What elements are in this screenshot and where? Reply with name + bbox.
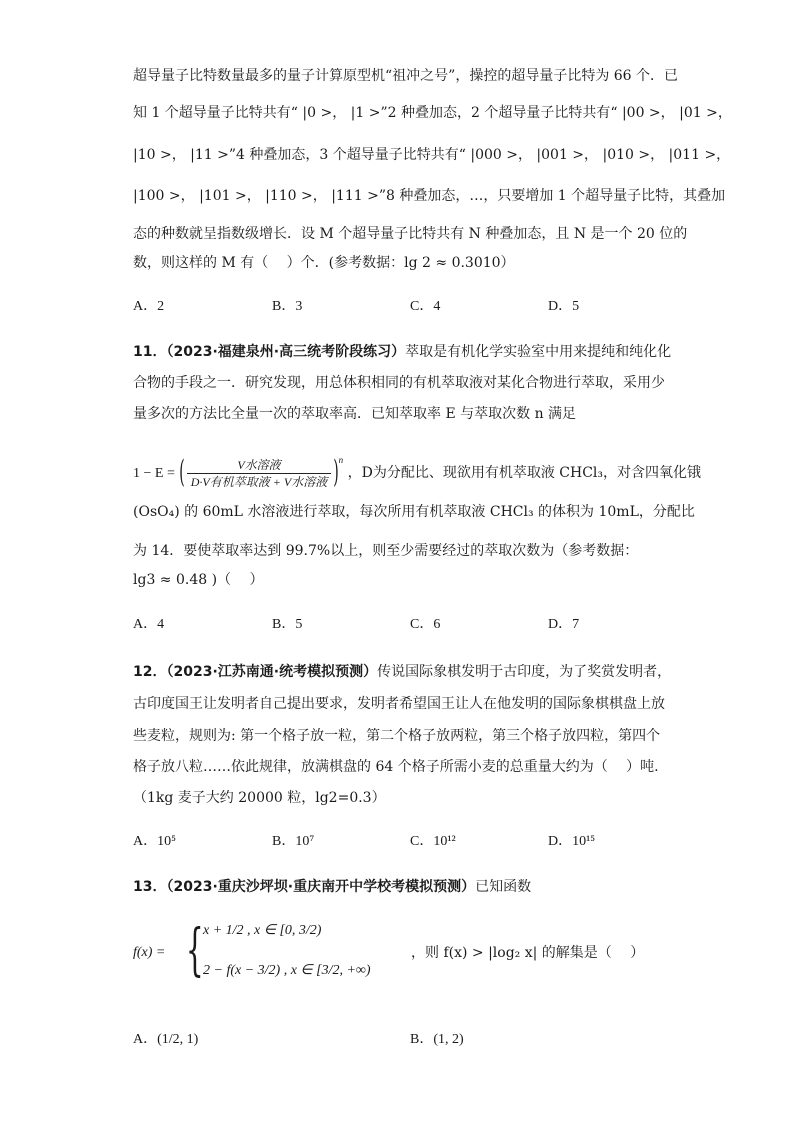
q11-line-5: (OsO₄) 的 60mL 水溶液进行萃取，每次所用有机萃取液 CHCl₃ 的体积为 10mL，分配比 xyxy=(133,504,695,520)
q13-line-1 xyxy=(133,877,531,897)
q12-option-d: D．10¹⁵ xyxy=(548,834,596,849)
q10-option-b: B．3 xyxy=(272,299,303,314)
piecewise-lhs: f(x) = xyxy=(133,945,166,960)
formula-fraction xyxy=(187,457,331,490)
q11-option-c: C．6 xyxy=(410,617,441,632)
formula-numerator: V水溶液 xyxy=(187,457,331,474)
q11-option-d: D．7 xyxy=(548,617,580,632)
q10-line-1: 超导量子比特数量最多的量子计算原型机“祖冲之号”，操控的超导量子比特为 66 个．已 xyxy=(133,68,679,84)
formula-left-paren: ( xyxy=(179,455,185,491)
q11-option-b: B．5 xyxy=(272,617,303,632)
q13-option-b: B．(1, 2) xyxy=(410,1032,464,1047)
q11-option-a: A．4 xyxy=(133,617,165,632)
q10-line-3: |10 >， |11 >”4 种叠加态，3 个超导量子比特共有“ |000 >， |001 >， |010 >， |011 >， xyxy=(133,147,731,163)
formula-tail: ，D为分配比、现欲用有机萃取液 CHCl₃，对含四氧化锇 xyxy=(347,465,702,481)
formula-exponent: n xyxy=(338,455,344,465)
piecewise-tail: ，则 f(x) > |log₂ x| 的解集是（ ） xyxy=(411,945,645,961)
q11-line-7: lg3 ≈ 0.48 )（ ） xyxy=(133,572,264,588)
q11-line-3: 量多次的方法比全量一次的萃取率高．已知萃取率 E 与萃取次数 n 满足 xyxy=(133,406,577,422)
q10-line-5: 态的种数就呈指数级增长．设 M 个超导量子比特共有 N 种叠加态，且 N 是一个 20 位的 xyxy=(133,226,688,242)
q11-heading: 11．（2023·福建泉州·高三统考阶段练习） xyxy=(133,344,406,360)
q12-text-1: 传说国际象棋发明于古印度，为了奖赏发明者， xyxy=(377,664,672,680)
q13-text-1: 已知函数 xyxy=(475,879,532,895)
q11-line-6: 为 14．要使萃取率达到 99.7%以上，则至少需要经过的萃取次数为（参考数据： xyxy=(133,543,639,559)
q12-line-4: 格子放八粒……依此规律，放满棋盘的 64 个格子所需小麦的总重量大约为（ ）吨. xyxy=(133,759,659,775)
q12-line-2: 古印度国王让发明者自己提出要求，发明者希望国王让人在他发明的国际象棋棋盘上放 xyxy=(133,696,665,712)
piecewise-case-1: x + 1/2 , x ∈ [0, 3/2) xyxy=(203,923,322,938)
q10-line-4: |100 >， |101 >， |110 >， |111 >”8 种叠加态，…，只要增加 1 个超导量子比特，其叠加 xyxy=(133,188,726,204)
q10-line-6: 数，则这样的 M 有（ ）个．(参考数据：lg 2 ≈ 0.3010） xyxy=(133,255,515,271)
q11-text-1: 萃取是有机化学实验室中用来提纯和纯化化 xyxy=(405,344,672,360)
q13-heading: 13．（2023·重庆沙坪坝·重庆南开中学校考模拟预测） xyxy=(133,879,476,895)
q11-line-1 xyxy=(133,342,671,362)
formula-denominator: D·V有机萃取液 + V水溶液 xyxy=(190,474,328,489)
q12-option-a: A．10⁵ xyxy=(133,834,176,849)
q12-option-c: C．10¹² xyxy=(410,834,456,849)
q10-line-2: 知 1 个超导量子比特共有“ |0 >， |1 >”2 种叠加态，2 个超导量子比特共有“ |00 >， |01 >， xyxy=(133,105,732,121)
formula-right-paren: ) xyxy=(333,455,339,491)
formula-lhs: 1 − E = xyxy=(133,466,175,481)
q11-line-2: 合物的手段之一．研究发现，用总体积相同的有机萃取液对某化合物进行萃取，采用少 xyxy=(133,375,665,391)
q12-line-5: （1kg 麦子大约 20000 粒，lg2=0.3） xyxy=(133,790,386,806)
q11-formula xyxy=(133,438,702,491)
q13-option-a: A．(1/2, 1) xyxy=(133,1032,199,1047)
q12-heading: 12．（2023·江苏南通·统考模拟预测） xyxy=(133,664,378,680)
piecewise-case-2: 2 − f(x − 3/2) , x ∈ [3/2, +∞) xyxy=(203,963,371,978)
q10-option-d: D．5 xyxy=(548,299,580,314)
q12-line-3: 些麦粒，规则为: 第一个格子放一粒，第二个格子放两粒，第三个格子放四粒，第四个 xyxy=(133,728,661,744)
q12-line-1 xyxy=(133,662,671,682)
q12-option-b: B．10⁷ xyxy=(272,834,315,849)
q10-option-c: C．4 xyxy=(410,299,441,314)
piecewise-brace: { xyxy=(185,918,204,983)
q10-option-a: A．2 xyxy=(133,299,165,314)
